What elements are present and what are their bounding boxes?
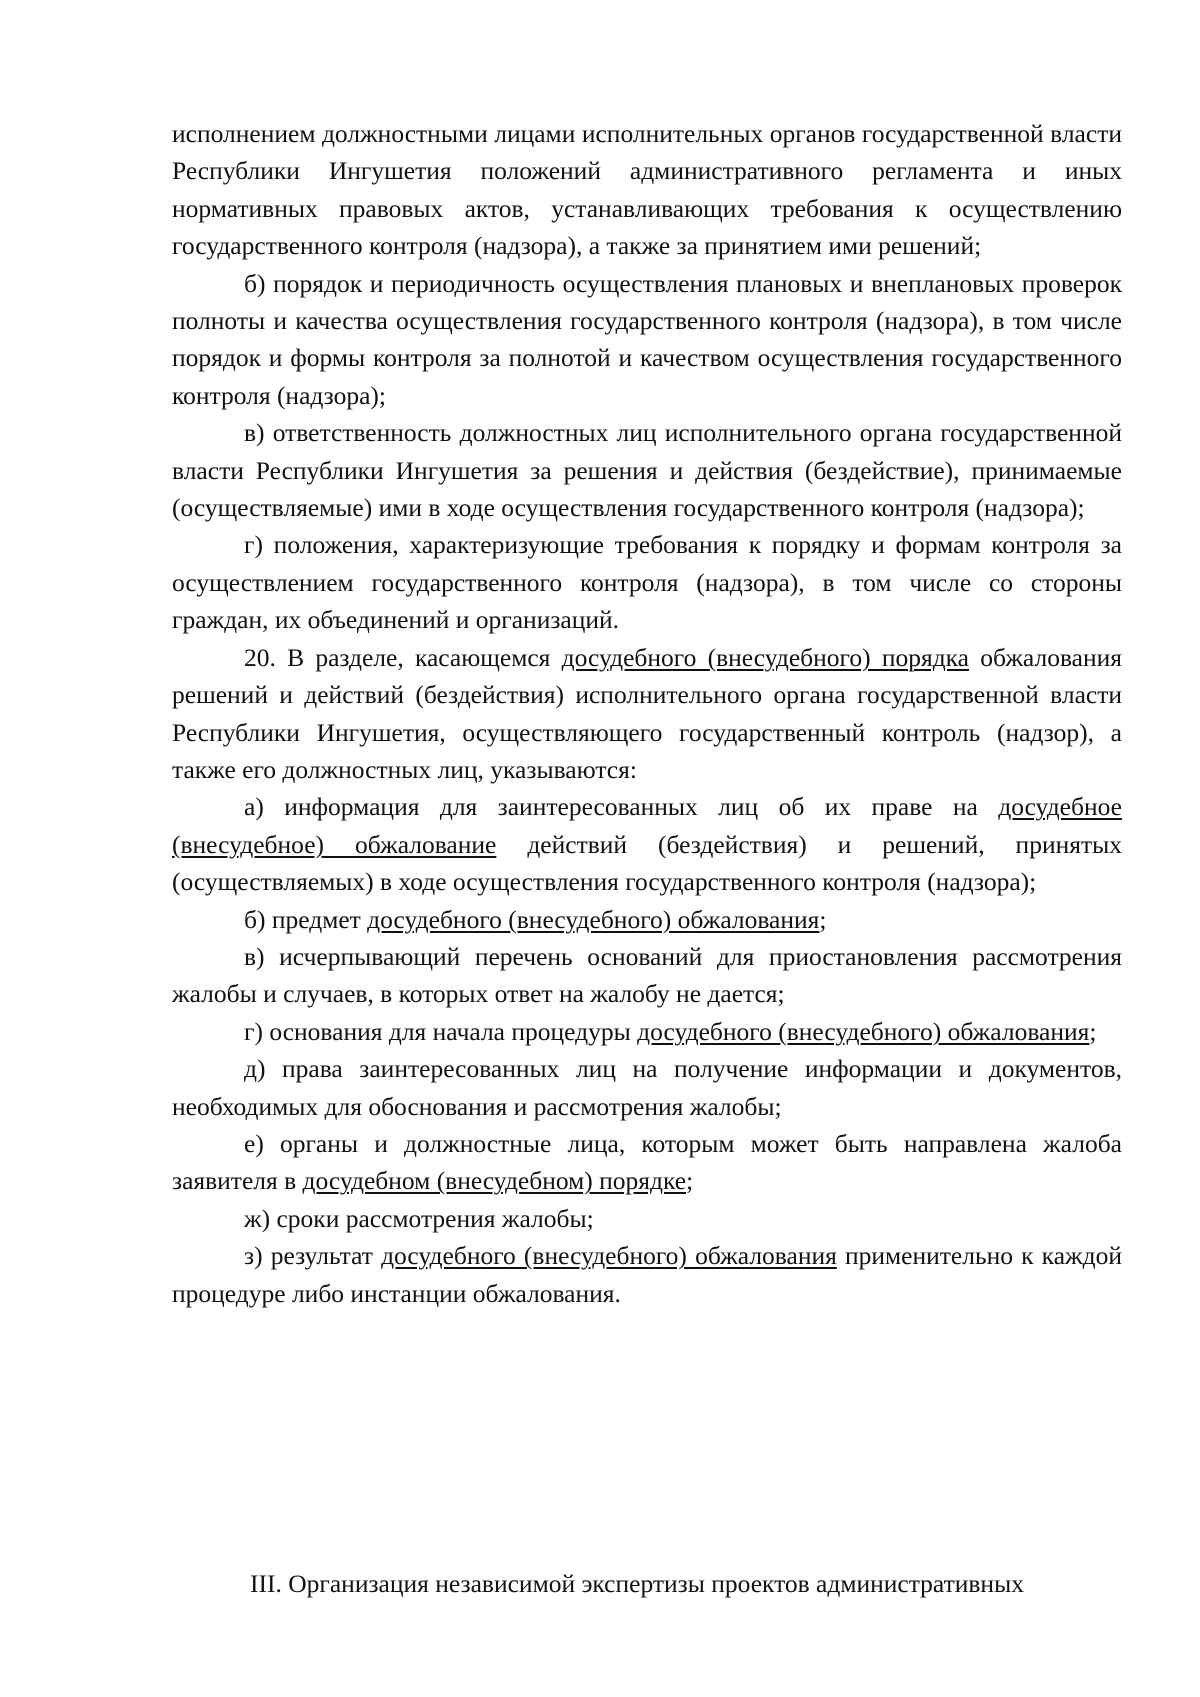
text: е) органы и должностные лица, которым может быть направлена жалоба заявителя в: [172, 1128, 1122, 1196]
underlined-term: досудебного (внесудебного) обжалования: [381, 1241, 837, 1271]
paragraph-v-responsibility: [172, 414, 1122, 526]
text: д) права заинтересованных лиц на получение информации и документов, необходимых для обоснования и рассмотрения жалобы;: [172, 1054, 1122, 1121]
text: применительно к каждой процедуре либо инстанции обжалования.: [172, 1241, 1122, 1308]
text: г) положения, характеризующие требования к порядку и формам контроля за осуществлением государственного контроля (надзора), в том числе со стороны граждан, их объединений и организаций.: [172, 530, 1122, 635]
text: а) информация для заинтересованных лиц об их праве на: [244, 792, 999, 822]
text: ;: [1089, 1016, 1097, 1046]
paragraph-b-control: [172, 265, 1122, 415]
text: в) исчерпывающий перечень оснований для приостановления рассмотрения жалобы и случаев, в которых ответ на жалобу не дается;: [172, 941, 1122, 1009]
paragraph-g-provisions: [172, 526, 1122, 638]
paragraph-v-grounds-list: [172, 938, 1122, 1013]
paragraph-continuation: [172, 115, 1122, 265]
text: ;: [686, 1166, 694, 1196]
text: обжалования решений и действий (бездействия) исполнительного органа государственной власти Республики Ингушетия, осуществляющего государственный контроль (надзор), а также его должностных лиц, указываются:: [172, 642, 1122, 784]
paragraph-20: [172, 639, 1122, 789]
text: 20. В разделе, касающемся: [244, 642, 562, 672]
text: ж) сроки рассмотрения жалобы;: [244, 1203, 594, 1233]
section-heading: III. Организация независимой экспертизы проектов административных: [250, 1569, 1024, 1598]
text: б) предмет: [244, 904, 368, 934]
underlined-term: досудебного (внесудебного) порядка: [561, 642, 969, 672]
text: г) основания для начала процедуры: [244, 1016, 638, 1046]
text: в) ответственность должностных лиц исполнительного органа государственной власти Республики Ингушетия за решения и действия (бездействие), принимаемые (осуществляемые) ими в ходе осуществления государственного контроля (надзора);: [172, 418, 1122, 523]
text: ;: [819, 904, 827, 934]
text: исполнением должностными лицами исполнительных органов государственной власти Республики Ингушетия положений административного регламента и иных нормативных правовых актов, устанавливающих требования к осуществлению государственного контроля (надзора), а также за принятием ими решений;: [172, 119, 1122, 261]
underlined-term: досудебное (внесудебное) обжалование: [172, 792, 1122, 859]
paragraph-a-information: [172, 788, 1122, 900]
paragraph-d-rights: [172, 1050, 1122, 1125]
paragraph-e-bodies: [172, 1125, 1122, 1200]
paragraph-b-subject: [172, 901, 1122, 938]
text: действий (бездействия) и решений, принятых (осуществляемых) в ходе осуществления государственного контроля (надзора);: [172, 829, 1122, 897]
paragraph-g-grounds: [172, 1013, 1122, 1050]
text: з) результат: [244, 1241, 382, 1271]
text: б) порядок и периодичность осуществления плановых и внеплановых проверок полноты и качества осуществления государственного контроля (надзора), в том числе порядок и формы контроля за полнотой и качеством осуществления государственного контроля (надзора);: [172, 268, 1122, 410]
document-body: [172, 115, 1122, 1312]
underlined-term: досудебного (внесудебного) обжалования: [637, 1016, 1090, 1046]
underlined-term: досудебного (внесудебного) обжалования: [367, 904, 820, 934]
paragraph-zh-terms: [172, 1200, 1122, 1237]
paragraph-z-result: [172, 1237, 1122, 1312]
underlined-term: досудебном (внесудебном) порядке: [302, 1166, 687, 1196]
